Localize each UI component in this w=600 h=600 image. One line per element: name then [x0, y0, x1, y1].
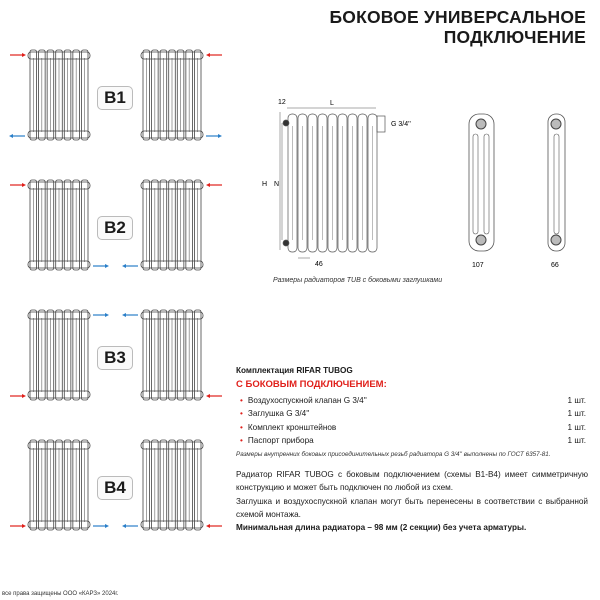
arrow-right-icon [93, 264, 109, 268]
dim-66: 66 [551, 262, 559, 269]
dim-thread: G 3/4'' [391, 121, 411, 128]
kit-note: Размеры внутренних боковых присоединительных резьб радиатора G 3/4'' выполнены по ГОСТ 6357-81. [236, 451, 551, 459]
arrow-right-icon [10, 53, 26, 57]
dim-N: N [274, 181, 280, 188]
radiator [141, 440, 203, 530]
dim-H: H [262, 181, 268, 188]
arrow-left-icon [122, 313, 138, 317]
dim-107: 107 [472, 262, 484, 269]
arrow-right-icon [10, 183, 26, 187]
kit-subheading: С БОКОВЫМ ПОДКЛЮЧЕНИЕМ: [236, 379, 387, 390]
radiator-front-view [283, 114, 377, 252]
arrow-left-icon [122, 524, 138, 528]
scheme-label-b2: B2 [97, 216, 133, 240]
arrow-left-icon [9, 134, 25, 138]
list-item: • Заглушка G 3/4'' 1 шт. [240, 409, 586, 419]
arrow-left-icon [206, 394, 222, 398]
arrow-left-icon [122, 264, 138, 268]
description: Радиатор RIFAR TUBOG с боковым подключением (схемы B1-B4) имеет симметричную конструкцию и может быть подключен по любой из схем. Заглушка и воздухоспускной клапан могут быть перенесены в соответствии с выбранной схемой монтажа. Минимальная длина радиатора – 98 мм (2 секции) без учета арматуры. [236, 470, 588, 533]
radiator [28, 440, 90, 530]
dim-46: 46 [315, 261, 323, 268]
scheme-label-b4: B4 [97, 476, 133, 500]
kit-list [236, 366, 586, 458]
arrow-left-icon [206, 524, 222, 528]
radiator [141, 180, 203, 270]
radiator [141, 310, 203, 400]
arrow-right-icon [10, 394, 26, 398]
radiator [28, 310, 90, 400]
arrow-left-icon [206, 183, 222, 187]
scheme-label-b1: B1 [97, 86, 133, 110]
kit-heading: Комплектация RIFAR TUBOG [236, 366, 353, 375]
copyright: все права защищены ООО «КАРЗ» 2024г. [2, 591, 119, 597]
page-title: БОКОВОЕ УНИВЕРСАЛЬНОЕ ПОДКЛЮЧЕНИЕ [329, 7, 586, 47]
arrow-right-icon [93, 313, 109, 317]
drawing-caption: Размеры радиаторов TUB с боковыми заглушками [273, 277, 443, 284]
list-item: • Паспорт прибора 1 шт. [240, 436, 586, 446]
radiator [141, 50, 203, 140]
dim-L: L [330, 100, 334, 107]
list-item: • Комплект кронштейнов 1 шт. [240, 422, 586, 432]
radiator [28, 50, 90, 140]
dimension-drawing [240, 90, 600, 280]
arrow-right-icon [93, 524, 109, 528]
radiator [28, 180, 90, 270]
scheme-label-b3: B3 [97, 346, 133, 370]
arrow-left-icon [206, 53, 222, 57]
arrow-right-icon [10, 524, 26, 528]
dim-12: 12 [278, 99, 286, 106]
arrow-right-icon [206, 134, 222, 138]
list-item: • Воздухоспускной клапан G 3/4'' 1 шт. [240, 396, 586, 406]
